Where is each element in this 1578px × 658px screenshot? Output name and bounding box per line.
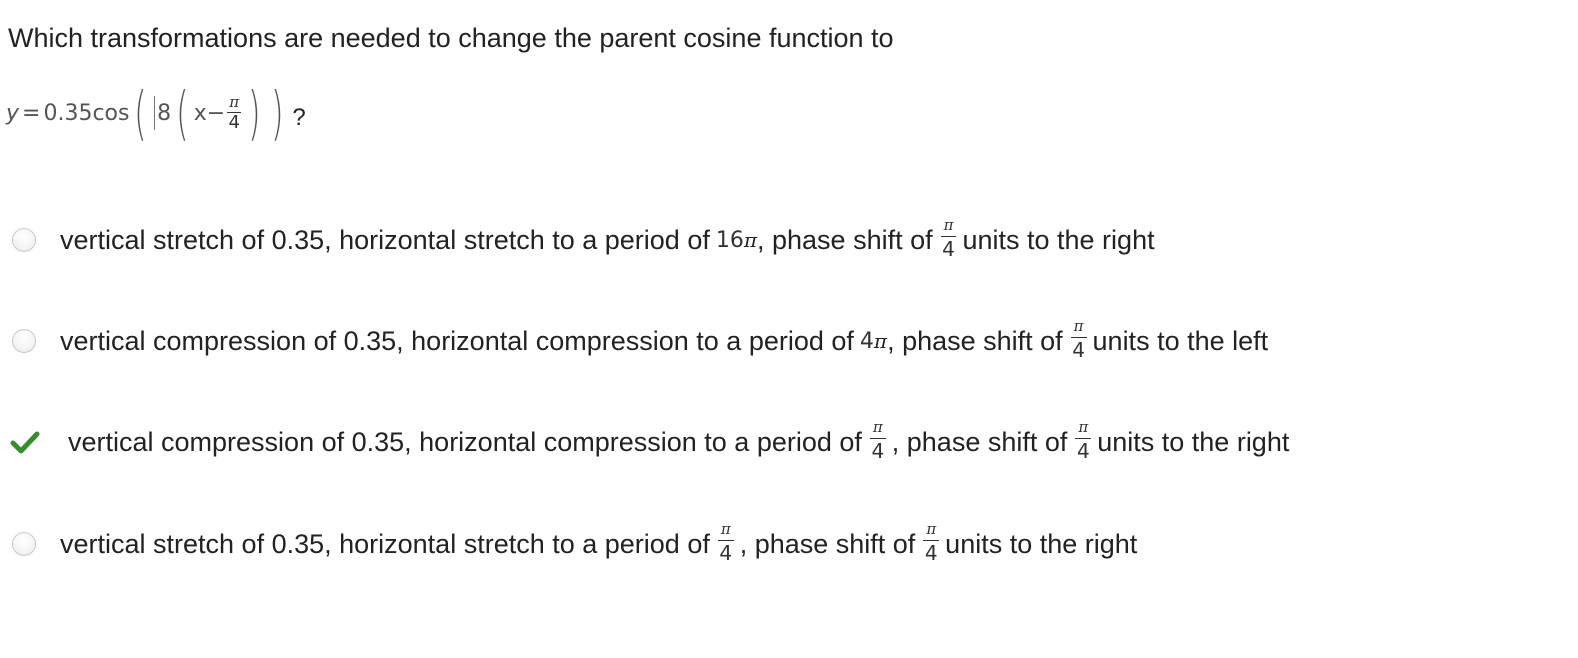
option-period-num: π [718,522,734,541]
eq-y: y [6,100,20,126]
eq-question-mark: ? [292,104,306,131]
option-text-part2: , phase shift of [757,224,933,255]
answer-option-4-label [60,519,1138,565]
option-text-part2: , phase shift of [739,528,916,559]
option-period-den: 4 [719,540,733,565]
answer-option-2-label [60,316,1269,362]
option-period-den: 4 [871,438,885,463]
option-shift-num: π [1075,420,1091,439]
option-shift-fraction [1071,316,1087,362]
eq-equals: = [22,100,41,126]
eq-paren-close-outer: ) [270,79,284,147]
option-text-part2: , phase shift of [887,325,1063,356]
radio-circle-icon[interactable] [12,228,36,252]
eq-shift-num: π [229,92,240,111]
eq-paren-close-inner: ) [248,79,261,147]
option-period-num: π [870,420,886,439]
eq-shift-fraction [227,92,241,133]
option-shift-den: 4 [924,540,938,565]
option-text-part1: vertical compression of 0.35, horizontal compression to a period of [68,426,862,457]
option-period-pi: π [743,228,757,252]
option-shift-num: π [941,218,957,237]
eq-paren-open-outer: ( [134,79,148,147]
answer-option-3-label [68,417,1290,463]
option-text-part3: units to the left [1092,325,1269,356]
eq-coef: 0.35cos [43,100,130,126]
eq-x: x [193,100,207,126]
option-period-pi: π [873,329,888,353]
option-text-part3: units to the right [945,528,1138,559]
eq-paren-open-inner: ( [176,79,189,147]
option-text-part1: vertical stretch of 0.35, horizontal stretch to a period of [60,528,710,559]
checkmark-icon [10,430,40,454]
option-shift-num: π [1071,319,1087,338]
radio-circle-icon[interactable] [12,329,36,353]
option-shift-den: 4 [942,236,955,261]
eq-minus: − [206,100,226,126]
eq-shift-den: 4 [228,111,240,133]
option-shift-fraction [923,519,939,565]
option-shift-den: 4 [1072,337,1085,362]
option-text-part2: , phase shift of [891,426,1068,457]
answer-option-1-label [60,215,1155,261]
option-text-part1: vertical compression of 0.35, horizontal compression to a period of [60,325,854,356]
eq-b: 8 [157,100,172,126]
option-text-part3: units to the right [1097,426,1290,457]
option-shift-fraction [941,215,957,261]
eq-bar [154,96,155,130]
radio-circle-icon[interactable] [12,532,36,556]
equation [6,76,306,150]
option-period-fraction [870,417,886,463]
option-text-part1: vertical stretch of 0.35, horizontal stretch to a period of [60,224,710,255]
option-period-fraction [718,519,734,565]
question-text: Which transformations are needed to change the parent cosine function to [8,23,894,53]
option-shift-fraction [1075,417,1091,463]
option-text-part3: units to the right [962,224,1155,255]
option-period-number: 4 [859,328,874,354]
option-period-number: 16 [715,227,744,253]
option-shift-den: 4 [1076,438,1090,463]
option-shift-num: π [923,522,939,541]
